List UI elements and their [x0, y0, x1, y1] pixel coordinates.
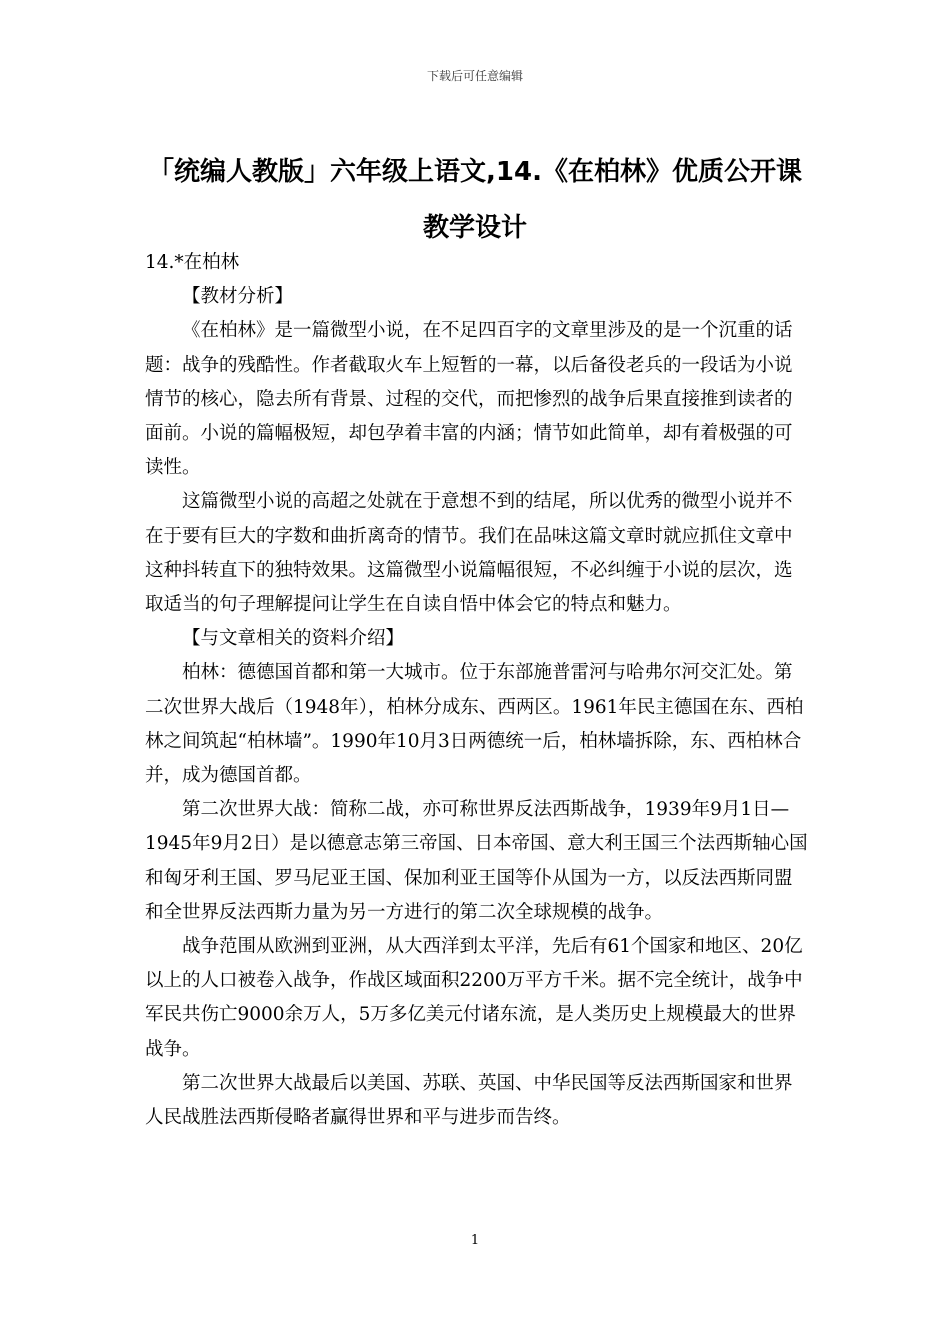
page-header: 下载后可任意编辑: [426, 69, 523, 83]
lesson-label: 14.*在柏林: [145, 252, 240, 273]
paragraph-berlin: 柏林：德德国首都和第一大城市。位于东部施普雷河与哈弗尔河交汇处。第二次世界大战后（1948年），柏林分成东、西两区。1961年民主德国在东、西柏林之间筑起“柏林墙”。1990年10月3日两德统一后，柏林墙拆除，东、西柏林合并，成为德国首都。: [145, 662, 804, 787]
section-heading-materials: 【与文章相关的资料介绍】: [182, 628, 405, 650]
section-heading-analysis: 【教材分析】: [182, 286, 294, 308]
paragraph-war-ending: 第二次世界大战最后以美国、苏联、英国、中华民国等反法西斯国家和世界人民战胜法西斯侵略者赢得世界和平与进步而告终。: [145, 1072, 793, 1129]
paragraph-war-scope: 战争范围从欧洲到亚洲，从大西洋到太平洋，先后有61个国家和地区、20亿以上的人口被卷入战争，作战区域面积2200万平方千米。据不完全统计，战争中军民共伤亡9000余万人，5万多亿美元付诸东流，是人类历史上规模最大的世界战争。: [145, 936, 803, 1060]
paragraph-analysis-1: 《在柏林》是一篇微型小说，在不足四百字的文章里涉及的是一个沉重的话题：战争的残酷性。作者截取火车上短暂的一幕，以后备役老兵的一段话为小说情节的核心，隐去所有背景、过程的交代，而把惨烈的战争后果直接推到读者的面前。小说的篇幅极短，却包孕着丰富的内涵；情节如此简单，却有着极强的可读性。: [145, 320, 793, 479]
document-title: 「统编人教版」六年级上语文,14.《在柏林》优质公开课教学设计: [148, 157, 802, 243]
page-number: 1: [470, 1233, 480, 1248]
paragraph-analysis-2: 这篇微型小说的高超之处就在于意想不到的结尾，所以优秀的微型小说并不在于要有巨大的字数和曲折离奇的情节。我们在品味这篇文章时就应抓住文章中这种抖转直下的独特效果。这篇微型小说篇幅很短，不必纠缠于小说的层次，选取适当的句子理解提问让学生在自读自悟中体会它的特点和魅力。: [145, 491, 793, 616]
paragraph-ww2: 第二次世界大战：简称二战，亦可称世界反法西斯战争，1939年9月1日—1945年9月2日）是以德意志第三帝国、日本帝国、意大利王国三个法西斯轴心国和匈牙利王国、罗马尼亚王国、保加利亚王国等仆从国为一方，以反法西斯同盟和全世界反法西斯力量为另一方进行的第二次全球规模的战争。: [145, 799, 808, 923]
document-body: [145, 246, 809, 1135]
